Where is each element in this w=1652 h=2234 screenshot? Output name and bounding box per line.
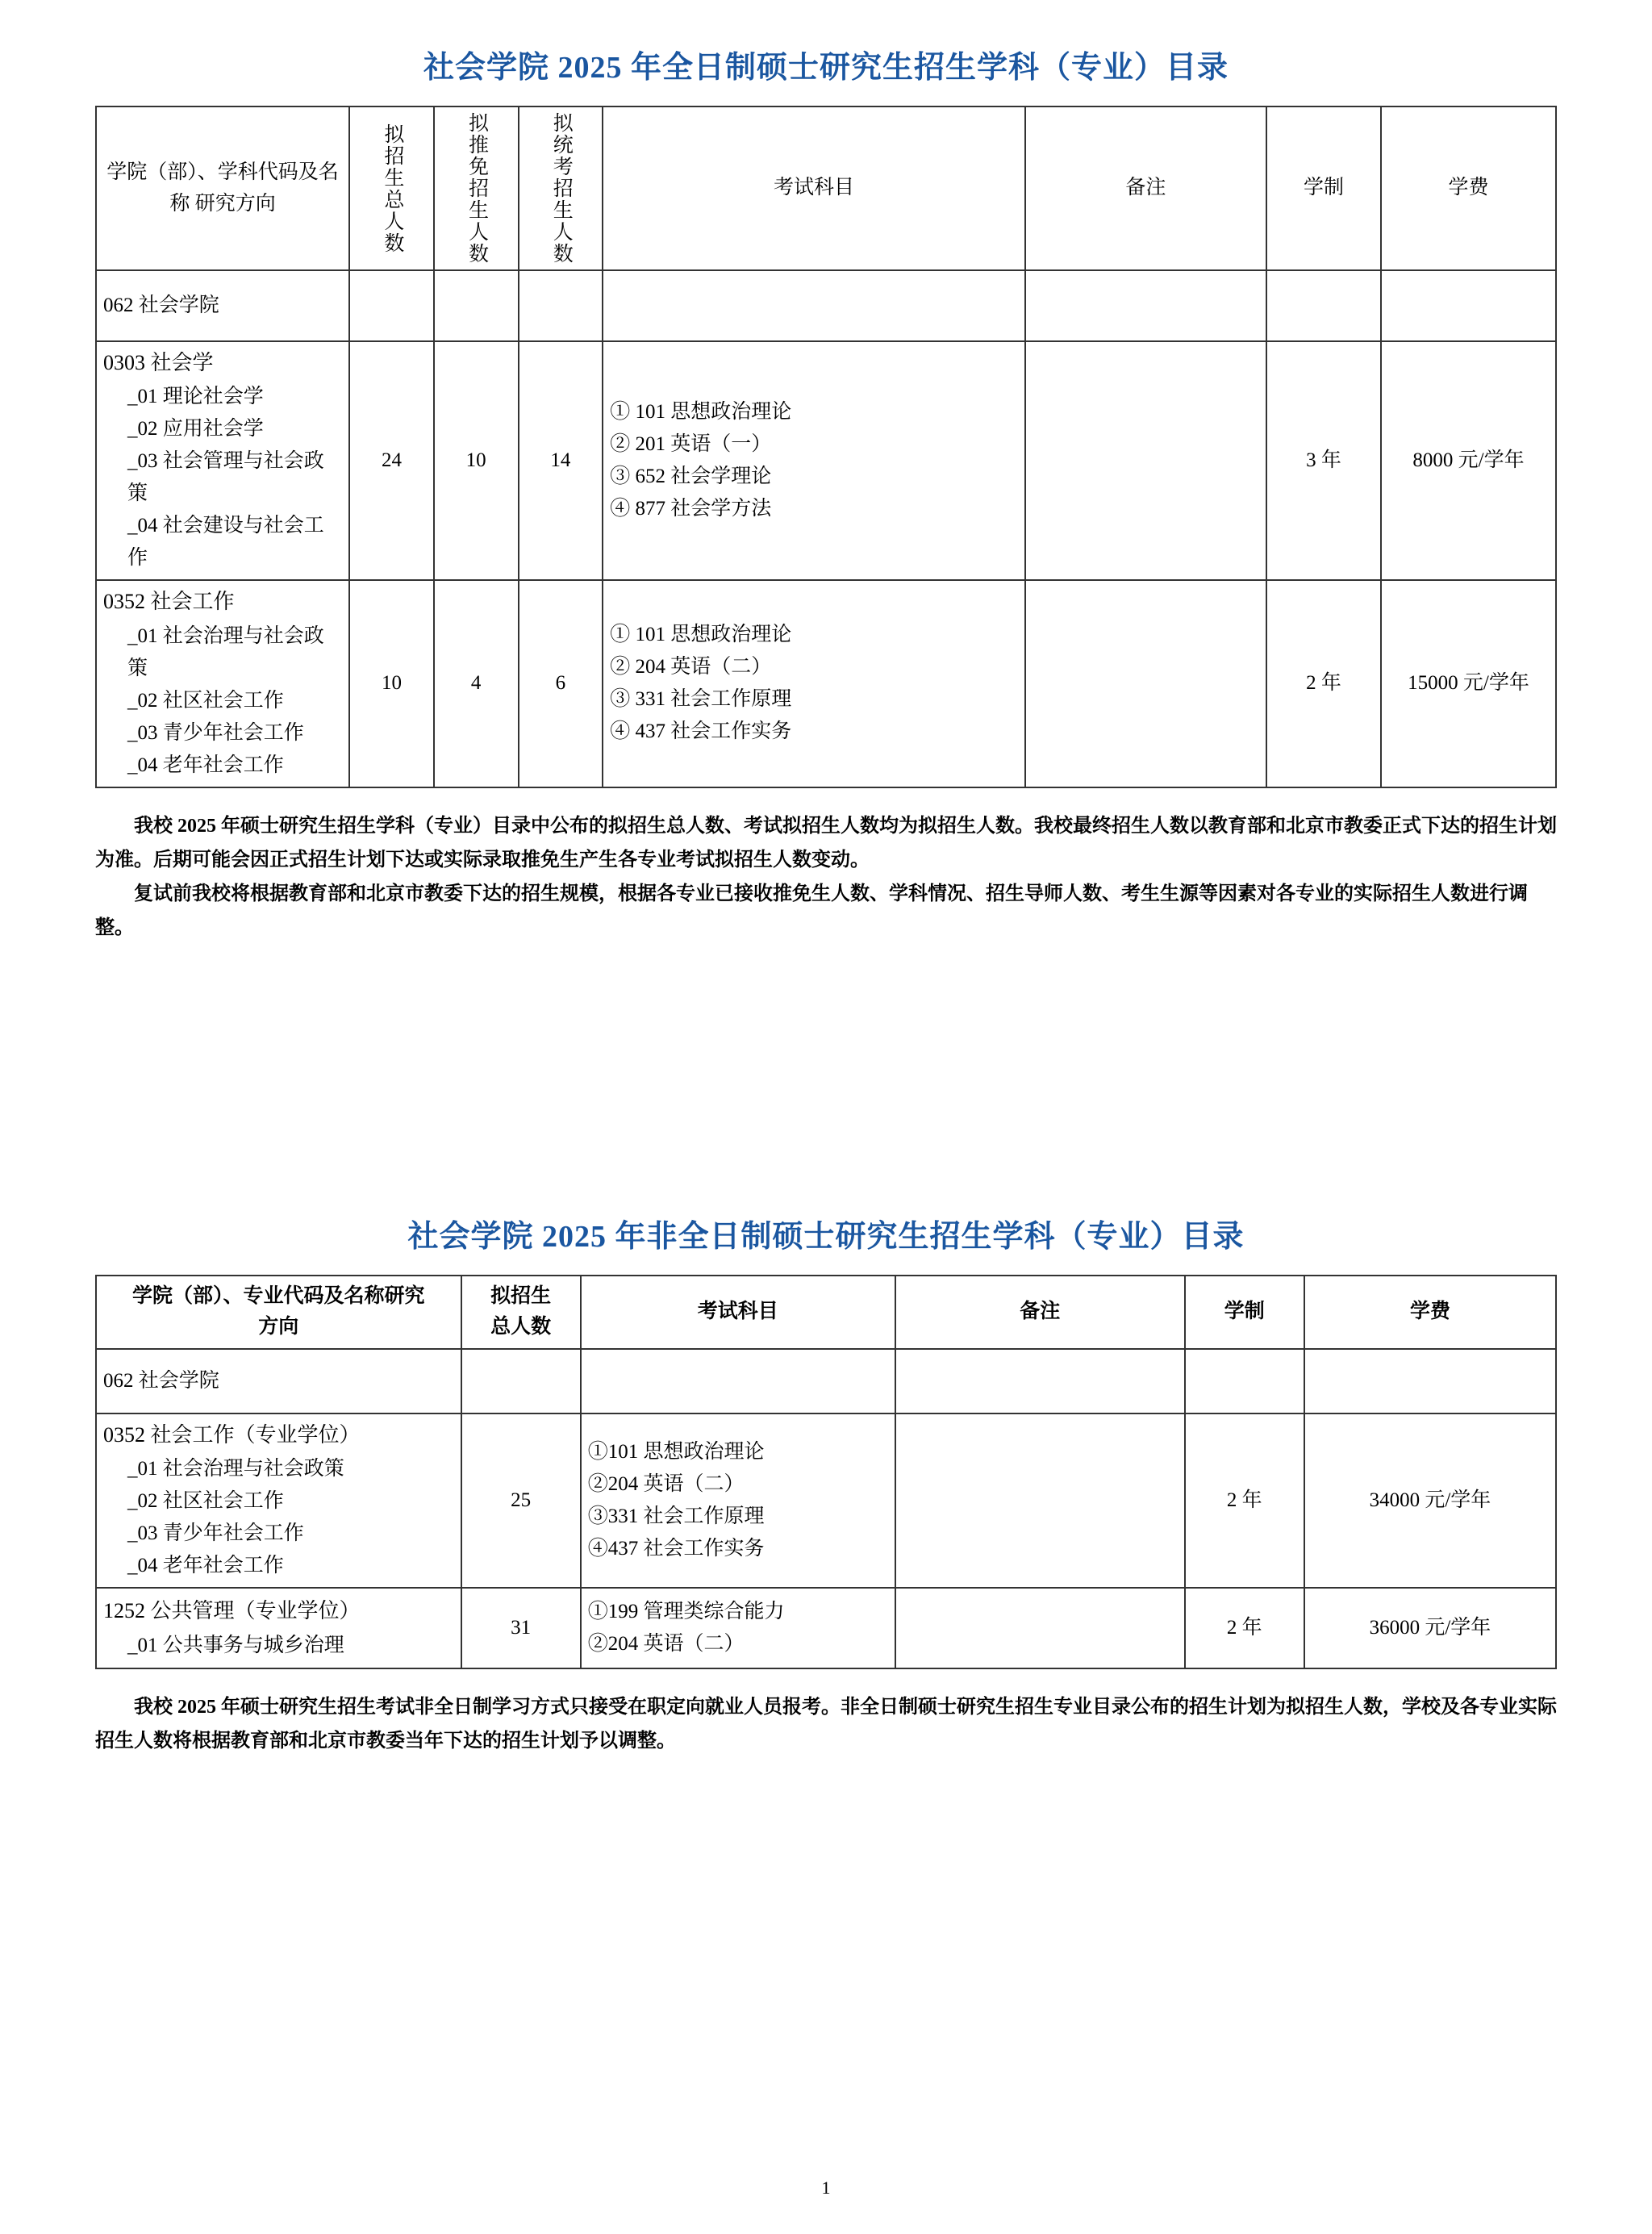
major-cell — [96, 580, 349, 787]
research-direction: _04 老年社会工作 — [127, 1555, 284, 1577]
research-direction: _01 公共事务与城乡治理 — [127, 1634, 344, 1656]
exam-quota-cell: 6 — [519, 580, 603, 787]
exam-subject: ③ 652 社会学理论 — [610, 466, 772, 488]
research-direction: _02 社区社会工作 — [127, 689, 284, 712]
major-code-name: 1252 公共管理（专业学位） — [103, 1599, 361, 1623]
exam-subject: ②204 英语（二） — [587, 1473, 745, 1496]
header-tuition: 学费 — [1381, 106, 1556, 270]
research-direction: _01 理论社会学 — [127, 386, 264, 408]
table-row — [96, 1588, 1556, 1668]
page-number: 1 — [821, 2178, 831, 2198]
exam-subject: ② 201 英语（一） — [610, 433, 772, 456]
exam-subject: ①199 管理类综合能力 — [587, 1601, 785, 1623]
major-cell — [96, 341, 349, 580]
empty-cell — [895, 1349, 1185, 1413]
empty-cell — [461, 1349, 581, 1413]
table-row-college — [96, 1349, 1556, 1413]
exam-quota-cell: 14 — [519, 341, 603, 580]
empty-cell — [1185, 1349, 1304, 1413]
research-direction: _03 青少年社会工作 — [127, 1522, 304, 1545]
exam-subject: ①101 思想政治理论 — [587, 1441, 765, 1464]
major-code-name: 0352 社会工作（专业学位） — [103, 1423, 361, 1447]
table-row-college — [96, 270, 1556, 341]
exam-subject: ④ 437 社会工作实务 — [610, 720, 792, 743]
empty-cell — [1381, 270, 1556, 341]
total-quota-cell: 25 — [461, 1413, 581, 1588]
empty-cell — [603, 270, 1025, 341]
research-direction: _02 应用社会学 — [127, 418, 264, 441]
note-paragraph: 我校 2025 年硕士研究生招生学科（专业）目录中公布的拟招生总人数、考试拟招生人数均为拟招生人数。我校最终招生人数以教育部和北京市教委正式下达的招生计划为准。后期可能会因正式招生计划下达或实际录取推免生产生各专业考试拟招生人数变动。 — [95, 815, 1557, 871]
header-duration: 学制 — [1266, 106, 1381, 270]
header-exam-subjects: 考试科目 — [603, 106, 1025, 270]
note-paragraph: 我校 2025 年硕士研究生招生考试非全日制学习方式只接受在职定向就业人员报考。非全日制硕士研究生招生专业目录公布的招生计划为拟招生人数，学校及各专业实际招生人数将根据教育部和北京市教委当年下达的招生计划予以调整。 — [95, 1697, 1557, 1752]
section-spacer — [95, 945, 1557, 1211]
exam-subject: ② 204 英语（二） — [610, 656, 772, 679]
exam-subject: ① 101 思想政治理论 — [610, 401, 792, 424]
duration-cell: 2 年 — [1185, 1413, 1304, 1588]
header-total-quota: 拟招生总人数 — [349, 106, 434, 270]
empty-cell — [1025, 270, 1266, 341]
note-paragraph: 复试前我校将根据教育部和北京市教委下达的招生规模，根据各专业已接收推免生人数、学科情况、招生导师人数、考生生源等因素对各专业的实际招生人数进行调整。 — [95, 883, 1528, 938]
header-college-major: 学院（部）、学科代码及名称 研究方向 — [96, 106, 349, 270]
tuition-cell: 8000 元/学年 — [1381, 341, 1556, 580]
header-total-quota: 拟招生 总人数 — [461, 1276, 581, 1350]
research-direction: _03 社会管理与社会政策 — [127, 450, 324, 505]
empty-cell — [581, 1349, 895, 1413]
tuition-cell: 15000 元/学年 — [1381, 580, 1556, 787]
research-direction: _04 老年社会工作 — [127, 754, 284, 776]
remark-cell — [1025, 341, 1266, 580]
header-college-major: 学院（部）、专业代码及名称研究 方向 — [96, 1276, 461, 1350]
table-row — [96, 1413, 1556, 1588]
exam-subjects-cell — [581, 1588, 895, 1668]
duration-cell: 3 年 — [1266, 341, 1381, 580]
exam-subject: ① 101 思想政治理论 — [610, 624, 792, 646]
exam-subject: ④437 社会工作实务 — [587, 1538, 765, 1560]
research-direction: _02 社区社会工作 — [127, 1490, 284, 1513]
remark-cell — [1025, 580, 1266, 787]
exam-subject: ②204 英语（二） — [587, 1633, 745, 1656]
header-exam-quota: 拟统考招生人数 — [519, 106, 603, 270]
college-name-cell: 062 社会学院 — [96, 1349, 461, 1413]
parttime-notes — [95, 1690, 1557, 1758]
tuition-cell: 36000 元/学年 — [1304, 1588, 1556, 1668]
recommended-quota-cell: 10 — [434, 341, 519, 580]
table-row — [96, 341, 1556, 580]
table-header-row — [96, 106, 1556, 270]
tuition-cell: 34000 元/学年 — [1304, 1413, 1556, 1588]
header-remark: 备注 — [1025, 106, 1266, 270]
header-tuition: 学费 — [1304, 1276, 1556, 1350]
recommended-quota-cell: 4 — [434, 580, 519, 787]
major-cell — [96, 1413, 461, 1588]
exam-subject: ③331 社会工作原理 — [587, 1505, 765, 1528]
fulltime-admission-table — [95, 106, 1557, 788]
empty-cell — [1304, 1349, 1556, 1413]
empty-cell — [1266, 270, 1381, 341]
table-row — [96, 580, 1556, 787]
duration-cell: 2 年 — [1185, 1588, 1304, 1668]
parttime-admission-table — [95, 1275, 1557, 1670]
research-direction: _01 社会治理与社会政策 — [127, 624, 324, 679]
major-cell — [96, 1588, 461, 1668]
empty-cell — [434, 270, 519, 341]
remark-cell — [895, 1588, 1185, 1668]
header-duration: 学制 — [1185, 1276, 1304, 1350]
page-title-fulltime: 社会学院 2025 年全日制硕士研究生招生学科（专业）目录 — [423, 51, 1229, 85]
exam-subjects-cell — [603, 341, 1025, 580]
total-quota-cell: 31 — [461, 1588, 581, 1668]
header-recommended-quota: 拟推免招生人数 — [434, 106, 519, 270]
total-quota-cell: 10 — [349, 580, 434, 787]
fulltime-notes — [95, 809, 1557, 945]
exam-subject: ④ 877 社会学方法 — [610, 498, 772, 520]
table-header-row — [96, 1276, 1556, 1350]
total-quota-cell: 24 — [349, 341, 434, 580]
research-direction: _04 社会建设与社会工作 — [127, 515, 324, 570]
page-title-parttime: 社会学院 2025 年非全日制硕士研究生招生学科（专业）目录 — [407, 1219, 1245, 1254]
college-name-cell: 062 社会学院 — [96, 270, 349, 341]
exam-subjects-cell — [603, 580, 1025, 787]
header-exam-subjects: 考试科目 — [581, 1276, 895, 1350]
exam-subjects-cell — [581, 1413, 895, 1588]
empty-cell — [519, 270, 603, 341]
header-remark: 备注 — [895, 1276, 1185, 1350]
major-code-name: 0352 社会工作 — [103, 590, 235, 614]
empty-cell — [349, 270, 434, 341]
duration-cell: 2 年 — [1266, 580, 1381, 787]
research-direction: _01 社会治理与社会政策 — [127, 1458, 344, 1480]
major-code-name: 0303 社会学 — [103, 351, 214, 374]
research-direction: _03 青少年社会工作 — [127, 721, 304, 744]
remark-cell — [895, 1413, 1185, 1588]
exam-subject: ③ 331 社会工作原理 — [610, 688, 792, 711]
